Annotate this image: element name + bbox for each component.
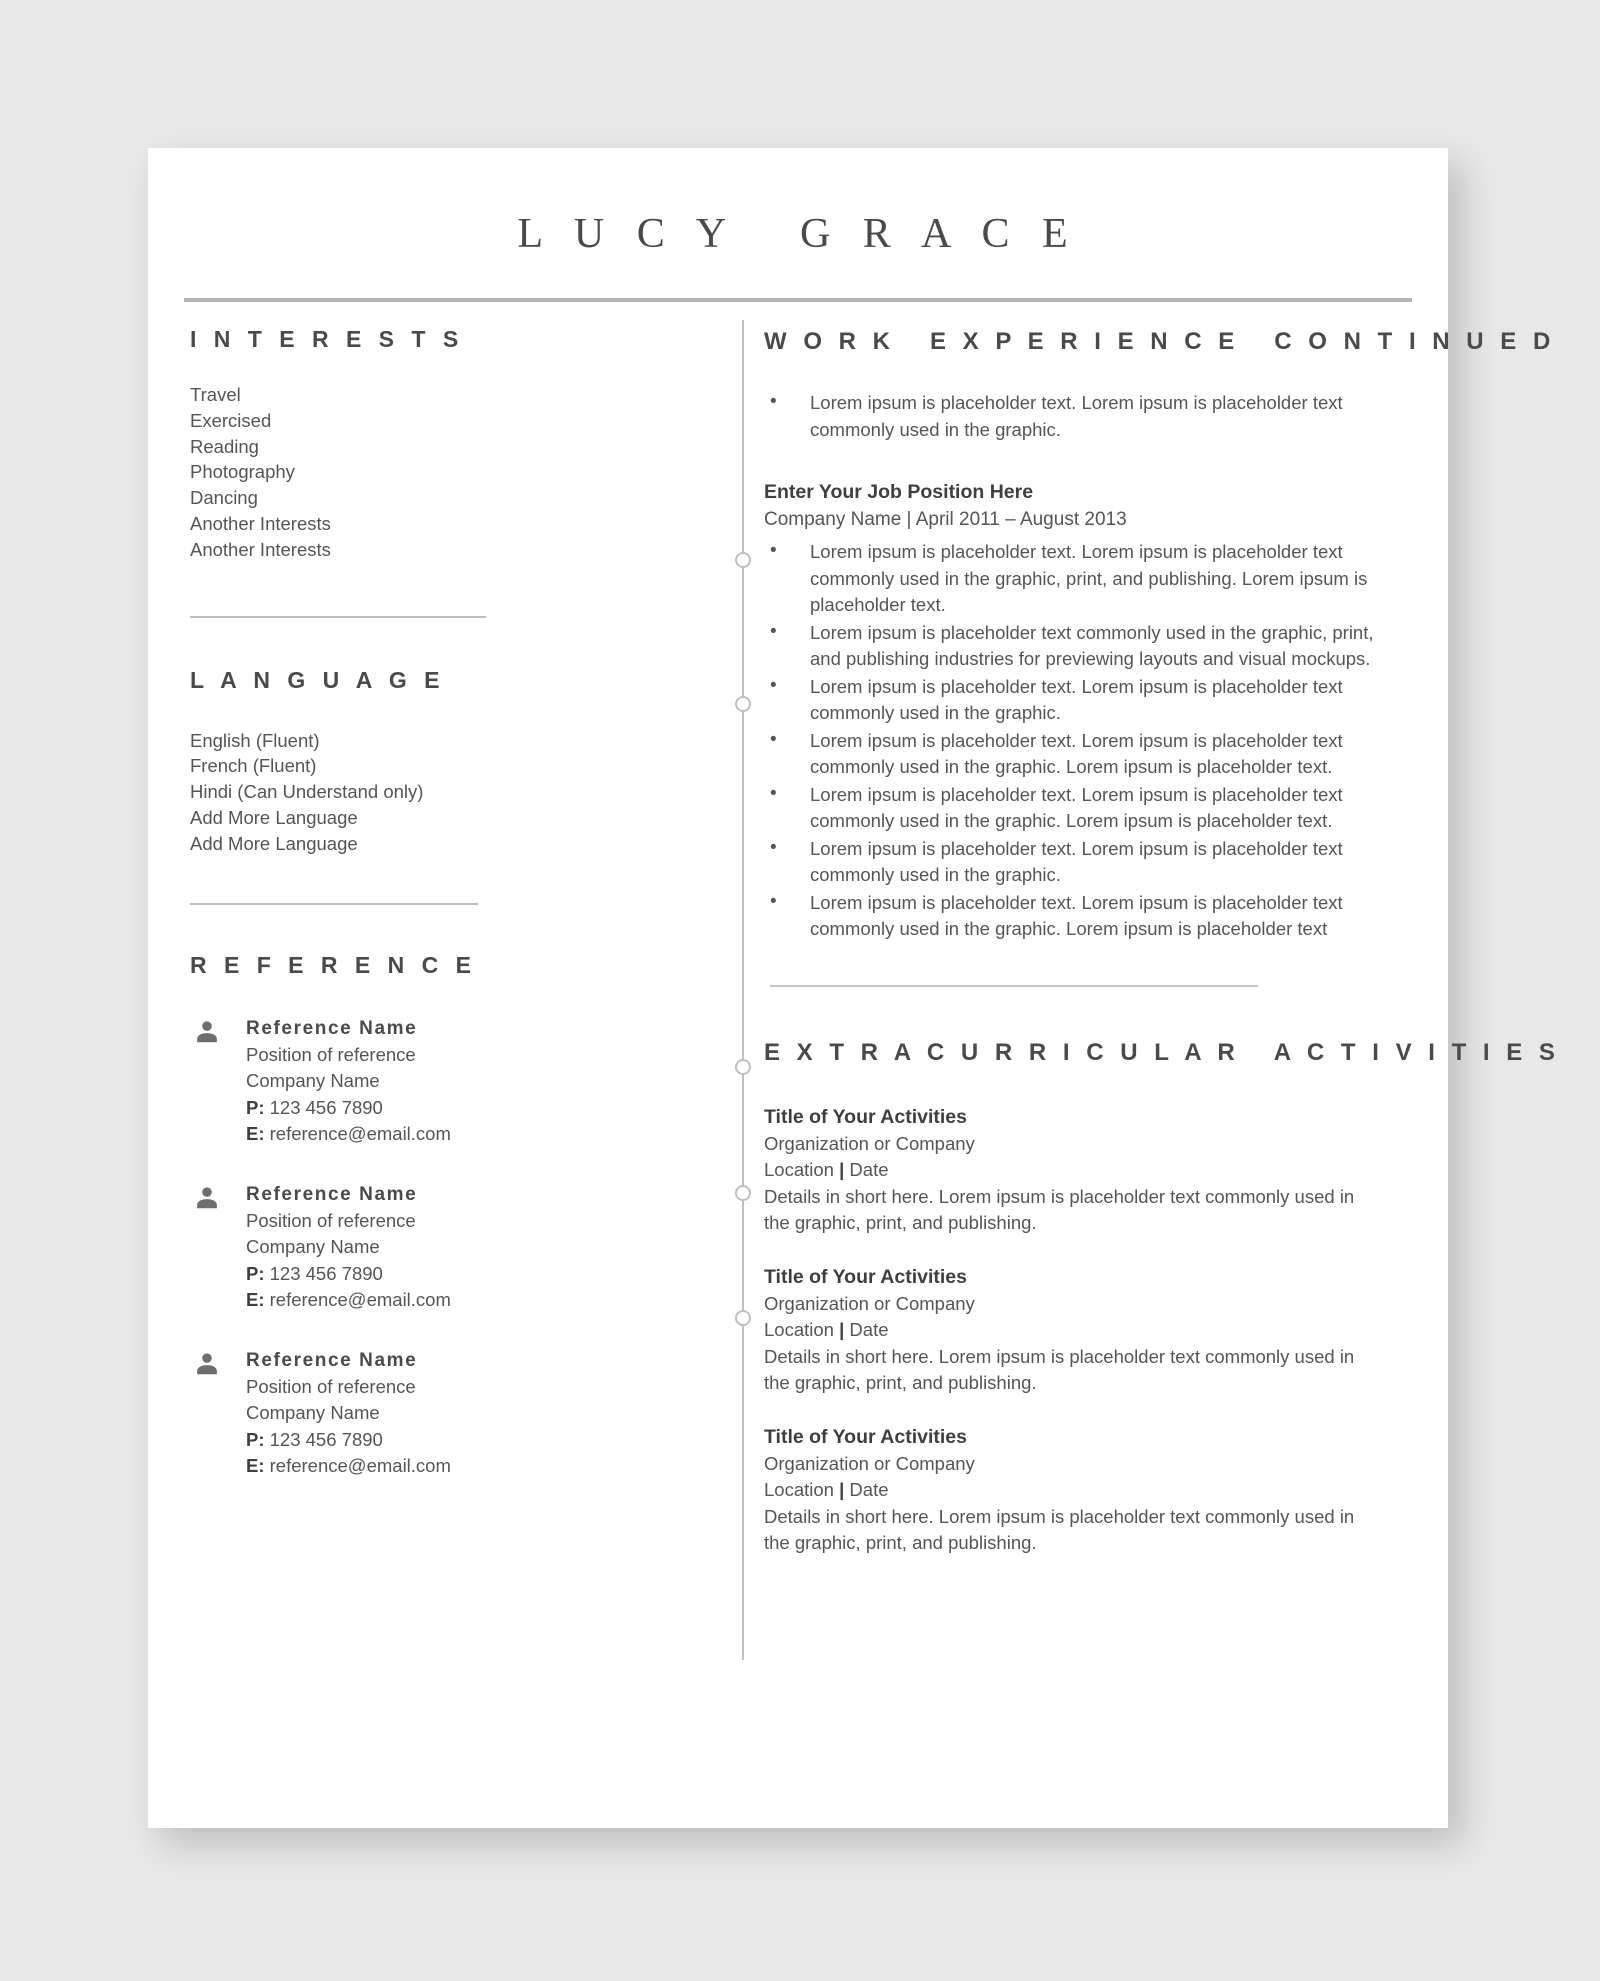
reference-name: Reference Name [246, 1183, 418, 1205]
section-heading-language: L A N G U A G E [190, 666, 446, 693]
phone-value: 123 456 7890 [269, 1096, 383, 1118]
activity-details: Details in short here. Lorem ipsum is placeholder text commonly used in the graphic, print, and publishing. [764, 1345, 1355, 1393]
phone-label: P: [246, 1262, 265, 1284]
list-item: Another Interests [190, 538, 331, 560]
page-title: L U C Y G R A C E [517, 211, 1079, 257]
reference-email [246, 1453, 594, 1480]
activity-location: Location [764, 1159, 834, 1180]
reference-company: Company Name [246, 1070, 380, 1092]
activity-location-date [764, 1317, 1404, 1344]
activity-organization: Organization or Company [764, 1132, 975, 1154]
bullet-item: • Lorem ipsum is placeholder text. Lorem ipsum is placeholder text commonly used in the graphic. [764, 674, 1404, 727]
activities-list [764, 1103, 1404, 1557]
reference-company: Company Name [246, 1236, 380, 1258]
list-item: English (Fluent) [190, 729, 320, 751]
work-intro-bullets [764, 390, 1404, 443]
activity-date: Date [849, 1159, 889, 1180]
activity-entry [764, 1423, 1404, 1557]
separator: | [839, 1479, 845, 1500]
activity-organization: Organization or Company [764, 1292, 975, 1314]
phone-value: 123 456 7890 [269, 1262, 383, 1284]
reference-list [190, 1015, 594, 1480]
list-item: Add More Language [190, 806, 358, 828]
reference-entry [190, 1181, 594, 1314]
activity-location: Location [764, 1319, 834, 1340]
job-entry [764, 478, 1404, 943]
timeline-marker [735, 696, 751, 712]
activity-location-date [764, 1157, 1404, 1184]
activity-entry [764, 1103, 1404, 1237]
bullet-item: • Lorem ipsum is placeholder text. Lorem ipsum is placeholder text commonly used in the graphic. Lorem ipsum is placeholder text. [764, 782, 1404, 835]
email-label: E: [246, 1123, 265, 1145]
list-item: Travel [190, 384, 241, 405]
phone-label: P: [246, 1096, 265, 1118]
header-divider [184, 298, 1412, 302]
reference-entry [190, 1015, 594, 1148]
email-label: E: [246, 1289, 265, 1311]
reference-name: Reference Name [246, 1017, 418, 1039]
timeline-marker [735, 1185, 751, 1201]
sidebar-divider-2 [190, 903, 478, 905]
section-heading-work-experience: W O R K E X P E R I E N C E C O N T I N U E D [764, 328, 1556, 355]
person-icon [194, 1351, 220, 1377]
job-meta: Company Name | April 2011 – August 2013 [764, 509, 1127, 530]
list-item: Photography [190, 461, 295, 483]
reference-phone [246, 1427, 594, 1454]
list-item: Exercised [190, 409, 272, 431]
reference-email [246, 1287, 594, 1314]
bullet-item: • Lorem ipsum is placeholder text. Lorem ipsum is placeholder text commonly used in the graphic. Lorem ipsum is placeholder text [764, 890, 1404, 943]
separator: | [839, 1159, 845, 1180]
main-content [764, 326, 1560, 1583]
timeline-line [742, 320, 744, 1660]
job-title: Enter Your Job Position Here [764, 481, 1034, 503]
language-list [190, 728, 594, 857]
section-heading-reference: R E F E R E N C E [190, 951, 477, 978]
interests-list [190, 382, 594, 563]
list-item: Add More Language [190, 832, 358, 854]
main-divider [770, 985, 1258, 987]
reference-entry [190, 1347, 594, 1480]
reference-name: Reference Name [246, 1349, 418, 1371]
activity-details: Details in short here. Lorem ipsum is placeholder text commonly used in the graphic, print, and publishing. [764, 1185, 1355, 1233]
reference-position: Position of reference [246, 1209, 416, 1231]
list-item: Dancing [190, 487, 258, 509]
activity-location-date [764, 1477, 1404, 1504]
sidebar-divider-1 [190, 616, 486, 618]
activity-title: Title of Your Activities [764, 1425, 967, 1448]
bullet-item: • Lorem ipsum is placeholder text. Lorem ipsum is placeholder text commonly used in the graphic. [764, 836, 1404, 889]
phone-value: 123 456 7890 [269, 1428, 383, 1450]
activity-title: Title of Your Activities [764, 1105, 967, 1128]
list-item: Another Interests [190, 512, 331, 534]
reference-position: Position of reference [246, 1375, 416, 1397]
reference-position: Position of reference [246, 1043, 416, 1065]
bullet-item: • Lorem ipsum is placeholder text. Lorem ipsum is placeholder text commonly used in the graphic, print, and publishing. Lorem ipsum is placeholder text. [764, 539, 1404, 619]
job-bullets [764, 539, 1404, 943]
sidebar [190, 326, 594, 1513]
reference-phone [246, 1261, 594, 1288]
phone-label: P: [246, 1428, 265, 1450]
bullet-item: • Lorem ipsum is placeholder text. Lorem ipsum is placeholder text commonly used in the graphic. [764, 390, 1404, 443]
reference-email [246, 1121, 594, 1148]
bullet-item: • Lorem ipsum is placeholder text. Lorem ipsum is placeholder text commonly used in the graphic. Lorem ipsum is placeholder text. [764, 728, 1404, 781]
activity-organization: Organization or Company [764, 1452, 975, 1474]
email-value: reference@email.com [269, 1289, 451, 1311]
list-item: Hindi (Can Understand only) [190, 781, 424, 803]
section-heading-interests: I N T E R E S T S [190, 326, 464, 352]
email-value: reference@email.com [269, 1455, 451, 1477]
separator: | [839, 1319, 845, 1340]
timeline-marker [735, 1310, 751, 1326]
timeline-marker [735, 552, 751, 568]
activity-location: Location [764, 1479, 834, 1500]
activity-date: Date [849, 1479, 889, 1500]
activity-entry [764, 1263, 1404, 1397]
activity-details: Details in short here. Lorem ipsum is placeholder text commonly used in the graphic, print, and publishing. [764, 1505, 1355, 1553]
list-item: French (Fluent) [190, 755, 317, 777]
person-icon [194, 1019, 220, 1045]
email-label: E: [246, 1455, 265, 1477]
bullet-item: • Lorem ipsum is placeholder text commonly used in the graphic, print, and publishing industries for previewing layouts and visual mockups. [764, 620, 1404, 673]
section-heading-extracurricular: E X T R A C U R R I C U L A R A C T I V I T I E S [764, 1038, 1560, 1066]
activity-title: Title of Your Activities [764, 1265, 967, 1288]
reference-phone [246, 1095, 594, 1122]
resume-body [148, 326, 1560, 1826]
reference-company: Company Name [246, 1402, 380, 1424]
activity-date: Date [849, 1319, 889, 1340]
person-icon [194, 1185, 220, 1211]
resume-page [148, 148, 1560, 1828]
timeline-marker [735, 1059, 751, 1075]
list-item: Reading [190, 435, 259, 457]
email-value: reference@email.com [269, 1123, 451, 1145]
